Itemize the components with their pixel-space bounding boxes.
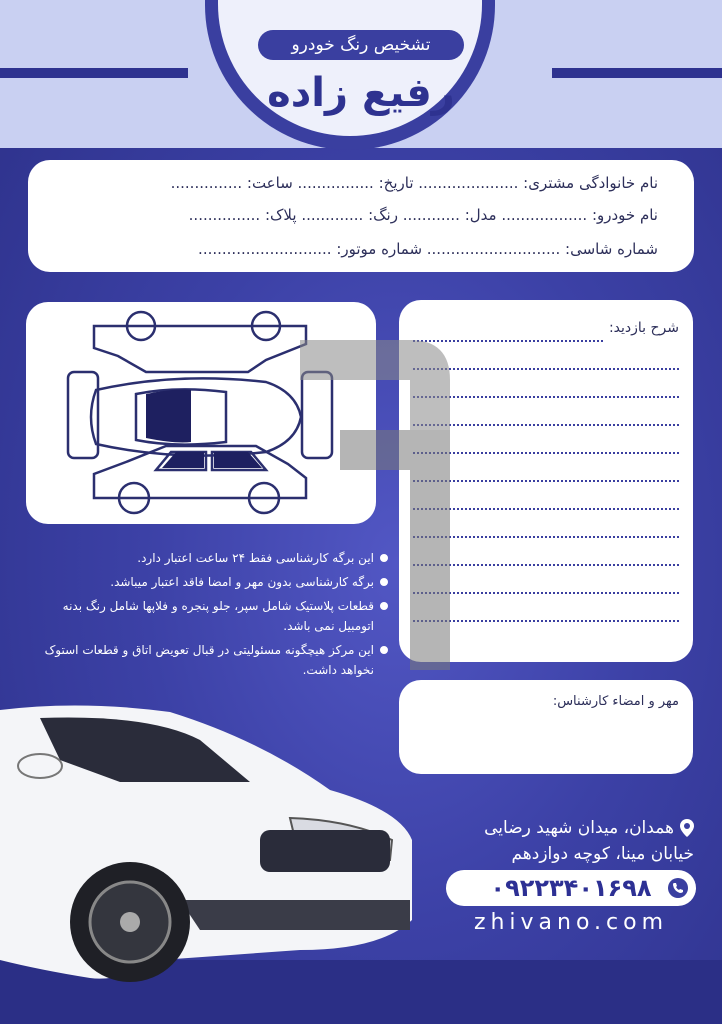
info-row-customer: نام خانوادگی مشتری: ..................... تاریخ: ................ ساعت: ...............: [170, 174, 658, 192]
phone-icon: [668, 878, 688, 898]
info-row-vehicle: نام خودرو: .................. مدل: ............ رنگ: ............. پلاک: ...............: [188, 206, 658, 224]
brand-title: رفیع زاده: [267, 70, 455, 116]
address-line-2: خیابان مینا، کوچه دوازدهم: [511, 844, 694, 864]
info-row-chassis: شماره شاسی: ............................ شماره موتور: ............................: [198, 240, 658, 258]
location-pin-icon: [680, 819, 694, 837]
phone-text: ۰۹۲۲۳۴۰۱۶۹۸: [490, 874, 652, 902]
customer-info-card: [28, 160, 694, 272]
note-item: این مرکز هیچگونه مسئولیتی در قبال تعویض اتاق و قطعات استوک نخواهد داشت.: [28, 640, 388, 680]
note-item: قطعات پلاستیک شامل سپر، جلو پنجره و فلاپها شامل رنگ بدنه اتومبیل نمی باشد.: [28, 596, 388, 636]
car-photo: [0, 700, 420, 990]
website[interactable]: zhivano.com: [473, 910, 669, 935]
address: [440, 815, 694, 867]
header-line-left: [0, 68, 188, 78]
description-title: شرح بازدید:: [608, 320, 679, 336]
note-item: این برگه کارشناسی فقط ۲۴ ساعت اعتبار دارد.: [28, 548, 388, 568]
watermark-logo: [300, 340, 460, 670]
phone-number[interactable]: [446, 870, 696, 906]
note-item: برگه کارشناسی بدون مهر و امضا فاقد اعتبار میباشد.: [28, 572, 388, 592]
signature-card: [399, 680, 693, 774]
signature-title: مهر و امضاء کارشناس:: [552, 694, 679, 709]
header-line-right: [552, 68, 722, 78]
subtitle: تشخیص رنگ خودرو: [258, 30, 464, 60]
address-line-1: همدان، میدان شهید رضایی: [484, 818, 674, 838]
